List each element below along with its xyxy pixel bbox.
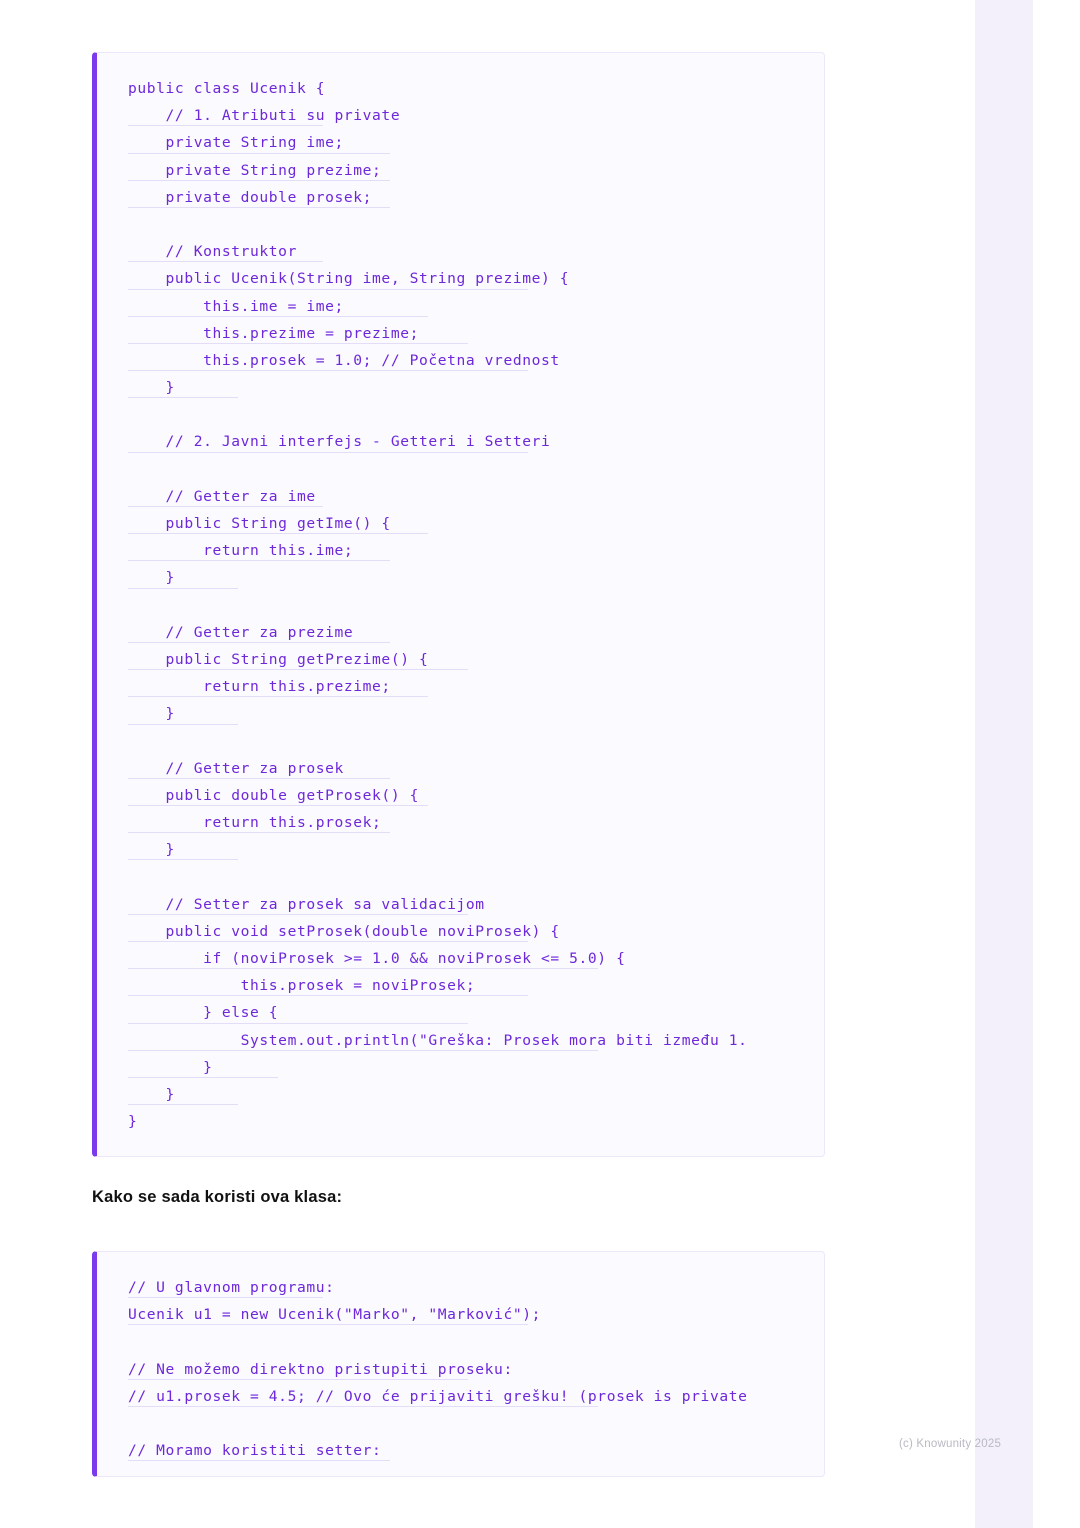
code-line: // U glavnom programu: xyxy=(97,1274,824,1301)
code-line xyxy=(97,863,824,890)
code-line: // u1.prosek = 4.5; // Ovo će prijaviti grešku! (prosek is private xyxy=(97,1383,824,1410)
code-line xyxy=(97,1328,824,1355)
code-line: Ucenik u1 = new Ucenik("Marko", "Marković"); xyxy=(97,1301,824,1328)
code-line: public class Ucenik { xyxy=(128,80,326,97)
code-line: // Getter za ime xyxy=(97,483,824,510)
code-line: public Ucenik(String ime, String prezime) { xyxy=(97,265,824,292)
section-heading: Kako se sada koristi ova klasa: xyxy=(92,1188,343,1206)
code-line: public String getPrezime() { xyxy=(97,646,824,673)
code-line: } xyxy=(97,1054,824,1081)
code-line: public void setProsek(double noviProsek) { xyxy=(97,918,824,945)
code-line: // 2. Javni interfejs - Getteri i Setteri xyxy=(97,428,824,455)
code-line: // 1. Atributi su private xyxy=(97,102,824,129)
code-line: // Konstruktor xyxy=(97,238,824,265)
code-line: // Setter za prosek sa validacijom xyxy=(97,891,824,918)
code-line: } xyxy=(97,564,824,591)
code-line: this.ime = ime; xyxy=(97,293,824,320)
code-line: this.prosek = noviProsek; xyxy=(97,972,824,999)
code-block-ucenik-class xyxy=(92,52,825,1157)
code-line xyxy=(97,592,824,619)
code-line xyxy=(97,1410,824,1437)
code-line: } xyxy=(97,374,824,401)
code-line: } xyxy=(97,700,824,727)
code-line: return this.prezime; xyxy=(97,673,824,700)
code-line: // Ne možemo direktno pristupiti proseku: xyxy=(97,1356,824,1383)
code-line xyxy=(97,728,824,755)
code-line xyxy=(97,211,824,238)
code-block-usage-example xyxy=(92,1251,825,1477)
code-line: } xyxy=(97,1081,824,1108)
code-line: // Moramo koristiti setter: xyxy=(97,1437,824,1464)
code-line: return this.prosek; xyxy=(97,809,824,836)
code-line xyxy=(97,401,824,428)
code-line: } xyxy=(97,836,824,863)
code-line: return this.ime; xyxy=(97,537,824,564)
code-line: private String prezime; xyxy=(97,157,824,184)
page-side-band xyxy=(975,0,1033,1528)
page-right-margin xyxy=(1033,0,1080,1528)
code-line: public double getProsek() { xyxy=(97,782,824,809)
code-line: this.prezime = prezime; xyxy=(97,320,824,347)
code-line: public String getIme() { xyxy=(97,510,824,537)
copyright-watermark: (c) Knowunity 2025 xyxy=(899,1438,1002,1450)
code-line: System.out.println("Greška: Prosek mora biti između 1. xyxy=(97,1027,824,1054)
code-line: if (noviProsek >= 1.0 && noviProsek <= 5.0) { xyxy=(97,945,824,972)
code-line: } else { xyxy=(97,999,824,1026)
code-line: private String ime; xyxy=(97,129,824,156)
code-line: // Getter za prezime xyxy=(97,619,824,646)
code-line: this.prosek = 1.0; // Početna vrednost xyxy=(97,347,824,374)
code-line: private double prosek; xyxy=(97,184,824,211)
code-line xyxy=(97,456,824,483)
code-line: // Getter za prosek xyxy=(97,755,824,782)
code-line: } xyxy=(128,1113,138,1131)
